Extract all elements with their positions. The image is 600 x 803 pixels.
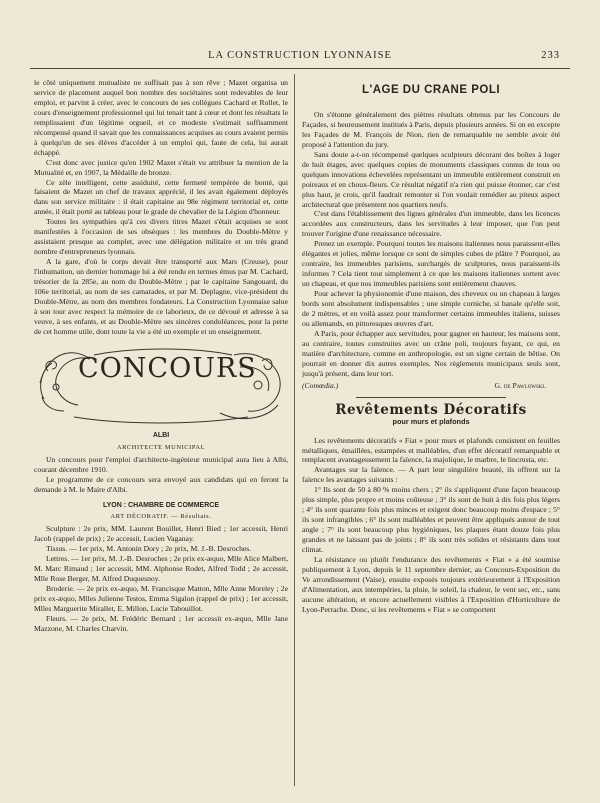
article-title: L'AGE DU CRANE POLI (361, 84, 501, 96)
obituary-paragraph: A la gare, d'où le corps devait être transporté aux Mars (Creuse), pour l'inhumation, un dernier hommage lui a été rendu en termes émus par M. Cachard, trésorier de la 285e, au nom du Double-Mètre ; par le capitaine Sangouard, du 106e territorial, au nom de ses camarades, et par M. Deplagne, vice-président du Double-Mètre, au nom des membres fondateurs. La Construction Lyonnaise salue à son tour avec respect la mémoire de ce laborieux, de ce dévoué et adresse à sa veuve, à ses enfants, et au Double-Mètre ses sincères condoléances, pour la perte de cet homme utile, dont toute la vie a été un exemple et un enseignement. (34, 257, 288, 336)
running-header (30, 50, 570, 66)
albi-heading: ALBI (152, 431, 170, 439)
albi-paragraph: Un concours pour l'emploi d'architecte-ingénieur municipal aura lieu à Albi, courant décembre 1910. (34, 454, 288, 474)
article-paragraph: Sans doute a-t-on récompensé quelques sculpteurs décorant des boîtes à loger de huit étages, avec quelques copies de monuments classiques connus de tous ou quelques innovations échevelées représentant un immeuble entièrement construit en poireaux et en choux-fleurs. Ce résultat négatif n'a rien qui puisse étonner, car c'est plus haut, je crois, qu'il faudrait remonter si l'on voulait remédier au piteux aspect architectural que présentent nos quartiers neufs. (302, 149, 560, 209)
article-paragraph: Prenez un exemple. Pourquoi toutes les maisons italiennes nous paraissent-elles élégantes et jolies, même lorsque ce sont de simples cubes de plâtre ? Pourquoi, au contraire, les immeubles parisiens, surchargés de sculptures, nous paraissent-ils informes ? Cela tient tout simplement à ce que les maisons italiennes sortent avec un chapeau, et que nos immeubles parisiens sont entièrement chauves. (302, 239, 560, 289)
obituary-paragraph: Ce zèle intelligent, cette assiduité, cette fermeté tempérée de bonté, qui faisaient de Mazet un chef de travaux apprécié, il les avait également déployés dans son service militaire : il était capitaine au 98e régiment territorial et, cette année, il était porté au tableau pour le grade de chevalier de la Légion d'honneur. (34, 177, 288, 217)
results-paragraph: Broderie. — 2e prix ex-æquo, M. Francisque Matton, Mlle Anne Moreley ; 2e prix ex-æquo, Mlles Julienne Testos, Emma Sigalon (rappel de prix) ; 1er accessit, Mlles Marguerite Mirallet, E. Millon, Lucie Tabouillot. (34, 584, 288, 614)
header-rule (30, 68, 570, 69)
obituary-paragraph: C'est donc avec justice qu'en 1902 Mazet s'était vu attribuer la mention de la Mutualité et, en 1907, la Médaille de bronze. (34, 157, 288, 177)
left-column (34, 78, 288, 634)
right-column (302, 78, 560, 615)
article-paragraph: C'est dans l'établissement des lignes générales d'un immeuble, dans les licences accordées aux constructeurs, dans les servitudes à leur imposer, que l'on peut trouver l'origine d'une renaissance nécessaire. (302, 209, 560, 239)
article-source: (Comœdia.) (302, 380, 339, 390)
concours-banner (34, 341, 288, 425)
article-paragraph: Avantages sur la faïence. — A part leur singulière beauté, ils offrent sur la faïence les avantages suivants : (302, 465, 560, 485)
journal-title: LA CONSTRUCTION LYONNAISE (208, 50, 392, 61)
article-paragraph: A Paris, pour échapper aux servitudes, pour gagner en hauteur, les maisons sont, au contraire, toutes construites avec un crâne poli, toujours fuyant, ce qui, en matière d'architecture, comme en anthropologie, est un signe certain de bêtise. On pourrait en donner dix autres exemples. Nos règlements municipaux seuls sont, jusqu'à présent, dans leur tort. (302, 328, 560, 378)
article-author: G. de Pawlowski. (494, 380, 546, 390)
albi-paragraph: Le programme de ce concours sera envoyé aux candidats qui en feront la demande à M. le Maire d'Albi. (34, 474, 288, 494)
article-subtitle: pour murs et plafonds (392, 416, 470, 426)
article-signature (302, 381, 560, 391)
results-paragraph: Lettres. — 1er prix, M. J.-B. Desroches ; 2e prix ex-æquo, Mlle Alice Malbert, M. Marc Rimaud ; 1er accessit, MM. Alphonse Rodet, Alfred Todd ; 2e accessit, Mlle Rose Berger, M. Alfred Duquesnoy. (34, 554, 288, 584)
results-paragraph: Tissus. — 1er prix, M. Antonin Dory ; 2e prix, M. J.-B. Desroches. (46, 544, 252, 554)
lyon-subheading: ART DÉCORATIF. — Résultats. (110, 513, 212, 521)
page-number: 233 (541, 50, 560, 61)
lyon-heading: LYON : CHAMBRE DE COMMERCE (102, 501, 220, 509)
obituary-paragraph: Toutes les sympathies qu'à ces divers titres Mazet s'était acquises se sont manifestées à l'occasion de ses obsèques : les membres du Double-Mètre y assistaient presque au complet, avec une délégation militaire et un très grand nombre d'entrepreneurs lyonnais. (34, 217, 288, 257)
albi-subheading: ARCHITECTE MUNICIPAL (116, 443, 206, 451)
section-separator (356, 397, 506, 398)
results-paragraph: Sculpture : 2e prix, MM. Laurent Bouillet, Henri Bied ; 1er accessit, Henri Jacob (rappel de prix) ; 2e accessit, Lucien Vaganay. (34, 524, 288, 544)
article-paragraph: Les revêtements décoratifs « Fiat » pour murs et plafonds consistent en feuilles métalliques, émaillées, estampées et malléables, d'un effet décoratif remarquable et remplacent avantageusement la faïence, la majolique, le marbre, le lincrusta, etc. (302, 435, 560, 465)
results-paragraph: Fleurs. — 2e prix, M. Frédéric Bernard ; 1er accessit ex-æquo, Mlle Jane Mazzone, M. Charles Charvin. (34, 613, 288, 633)
obituary-paragraph: le côté uniquement mutualiste ne suffisait pas à son rêve ; Mazet organisa un service de placement auquel bon nombre des sociétaires sont redevables de leur emploi, et parvint à créer, avec le concours de ses collègues Cachard et Rollet, le cours d'enseignement professionnel qui lui tenait tant à cœur et dont les résultats le remplissaient d'un légitime orgueil, et ce modeste s'estimait suffisamment récompensé quand il savait que les connaissances acquises au cours avaient permis à quelqu'un de ses élèves d'accéder à un emploi qui, faute de cela, lui aurait échappé. (34, 78, 288, 157)
article-paragraph: On s'étonne généralement des piètres résultats obtenus par les Concours de Façades, si heureusement institués à Paris, depuis plusieurs années. Si on en excepte les Façades de M. François de Nion, rien de remarquable ne semble avoir été proposé à l'attention du jury. (302, 109, 560, 149)
article-paragraph: Pour achever la physionomie d'une maison, des cheveux ou un chapeau à larges bords sont absolument indispensables ; une simple corniche, si banale qu'elle soit, de 2 mètres, et en voilà assez pour transformer certains immeubles italiens, suisses ou allemands, en pittoresques œuvres d'art. (302, 289, 560, 328)
column-divider (294, 74, 295, 786)
article-paragraph: 1° Ils sont de 50 à 80 % moins chers ; 2° ils s'appliquent d'une façon beaucoup plus simple, plus propre et moins coûteuse ; 3° ils sont de huit à dix fois plus légers ; 4° ils sont quarante fois plus minces et exigent donc beaucoup moins d'espace ; 5° ils sont infrangibles ; 6° ils sont malléables et peuvent être appliqués autour de tout angle ; 7° ils sont beaucoup plus hygiéniques, les plaques étant douze fois plus grandes et ne laissant pas de joints ; 8° ils sont très solides et résistants dans tout climat. (302, 485, 560, 555)
banner-word: CONCOURS (78, 352, 257, 384)
article-paragraph: La résistance ou plutôt l'endurance des revêtements « Fiat » a été soumise publiquement à Lyon, depuis le 11 septembre dernier, au Concours-Exposition du Ve arrondissement (Vaise), ensuite exposés toujours extérieurement à l'Exposition d'Alimentation, aux intempéries, la pluie, le soleil, la chaleur, le vent sec, etc., sans aucune altération, et encore actuellement visibles à l'Exposition d'Horticulture de Lyon-Perrache. Donc, si les revêtements « Fiat » se comportent (302, 554, 560, 614)
article-title-ornate: Revêtements Décoratifs (335, 401, 527, 418)
